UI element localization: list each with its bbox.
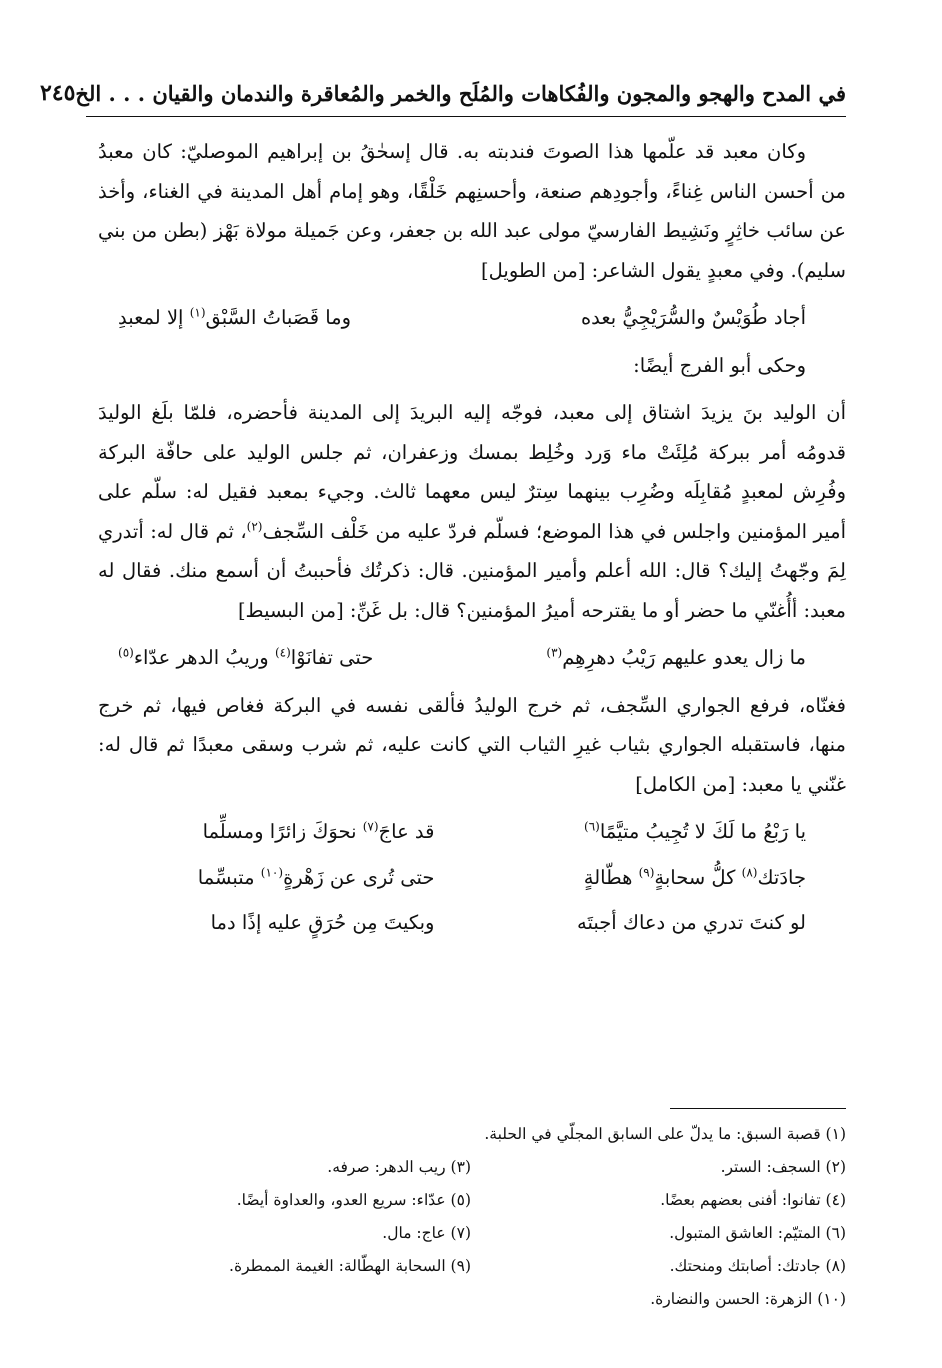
paragraph-4: فغنّاه، فرفع الجواري السِّجف، ثم خرج الوليدُ فألقى نفسه في البركة فغاص فيها، ثم خرج منها، فاستقبله الجواري بثياب غيرِ الثياب التي كانت عليه، ثم شرب وسقى معبدًا ثم قال له: غنّني يا معبد: [من الكامل] bbox=[98, 693, 846, 796]
footnote-ref-8: (٨) bbox=[741, 865, 758, 879]
poem-verse-3 bbox=[98, 903, 846, 943]
poem-verse-2 bbox=[98, 858, 846, 898]
poem-verse-3-first-hemistich: لو كنتَ تدري من دعاك أجبتَه bbox=[577, 911, 806, 934]
verse-1-first-hemistich: أجاد طُوَيْسٌ والسُّرَيْجِيُّ بعده bbox=[580, 306, 806, 329]
verse-1-second-hemistich bbox=[118, 298, 351, 338]
poem-text: نحوَكَ زائرًا ومسلِّما bbox=[202, 820, 363, 843]
verse-1-text-b: إلا لمعبدِ bbox=[118, 306, 190, 329]
footnote-1: (١) قصبة السبق: ما يدلّ على السابق المجلّي في الحلبة. bbox=[484, 1125, 846, 1143]
paragraph-1: وكان معبد قد علّمها هذا الصوتَ فندبته به. قال إسحٰقُ بن إبراهيم الموصليّ: كان معبدُ من أحسن الناس غِناءً، وأجودِهم صنعة، وأحسنِهم خَلْقًا، وهو إمام أهل المدينة في الغناء، وأخذ عن سائب خاثِرٍ ونَشِيط الفارسيّ مولى عبد الله بن جعفر، وعن جَميلة مولاة بَهْز (بطن من بني سليم). وفي معبدٍ يقول الشاعر: [من الطويل] bbox=[98, 140, 846, 282]
footnote-ref-7: (٧) bbox=[362, 819, 379, 834]
page-body bbox=[98, 132, 846, 949]
verse-2-first-hemistich bbox=[546, 638, 806, 678]
footnote-7: (٧) عاج: مال. bbox=[382, 1224, 471, 1242]
footnote-row bbox=[96, 1184, 846, 1217]
footnote-4: (٤) تفانوا: أفنى بعضهم بعضًا. bbox=[660, 1191, 846, 1209]
verse-2-text-c: وريبُ الدهر عدّاء bbox=[133, 646, 275, 669]
footnote-ref-9: (٩) bbox=[638, 865, 655, 879]
footnote-row bbox=[96, 1217, 846, 1250]
footnote-2: (٢) السجف: الستر. bbox=[720, 1158, 846, 1176]
page-header bbox=[39, 70, 846, 117]
footnote-3: (٣) ريب الدهر: صرفه. bbox=[327, 1158, 471, 1176]
verse-1 bbox=[98, 298, 846, 338]
footnote-ref-4: (٤) bbox=[274, 645, 291, 660]
footnote-ref-5: (٥) bbox=[118, 645, 134, 660]
footnote-9: (٩) السحابة الهطّالة: الغيمة الممطرة. bbox=[229, 1257, 471, 1275]
verse-2-text-a: ما زال يعدو عليهم رَيْبُ دهرِهِم bbox=[562, 646, 806, 669]
poem-text: متبسِّما bbox=[197, 865, 261, 889]
poem-verse-3-second-hemistich: وبكيتَ مِن حُرَقٍ عليه إذًا دما bbox=[210, 911, 435, 934]
paragraph-3-text-b: ، ثم قال له: أتدري لِمَ وجّهتُ إليك؟ قال: الله أعلم وأمير المؤمنين. قال: ذكرتُك فأحببتُ أن أسمع منك. فقال له معبد: أأُغنّي ما حضر أو ما يقترحه أميرُ المؤمنين؟ قال: بل غَنِّ: [من البسيط] bbox=[98, 519, 846, 622]
paragraph-2: وحكى أبو الفرج أيضًا: bbox=[633, 353, 806, 377]
poem-verse-1 bbox=[98, 812, 846, 852]
paragraph-3-text-a: أن الوليد بنَ يزيدَ اشتاق إلى معبد، فوجّه إليه البريدَ إلى المدينة فأحضره، فلمّا بلَغ الوليدَ قدومُه أمر ببركة مُلِئَتْ ماء وَرد وخُلِط بمسك وزعفران، ثم جلس الوليد على حافّة البركة وفُرِش لمعبدٍ مُقابِلَه وضُرِب بينهما سِترٌ ليس معهما ثالث. وجيء بمعبد فقيل له: سلّم على أمير المؤمنين واجلس في هذا الموضع؛ فسلّم فردّ عليه من خَلْف السِّجف bbox=[98, 401, 846, 543]
poem-verse-1-second-hemistich bbox=[118, 812, 434, 852]
footnote-row bbox=[96, 1151, 846, 1184]
page-number: ٢٤٥ bbox=[39, 80, 76, 106]
footnote-ref-3: (٣) bbox=[546, 645, 563, 660]
poem-verse-2-second-hemistich bbox=[118, 858, 434, 898]
poem-text: هطّالةٍ bbox=[583, 865, 639, 889]
poem-text: حتى تُرى عن زَهْرةٍ bbox=[283, 865, 435, 889]
verse-2 bbox=[98, 638, 846, 678]
poem-text: جادَتك bbox=[757, 865, 806, 889]
paragraph-3 bbox=[98, 393, 846, 630]
footnote-10: (١٠) الزهرة: الحسن والنضارة. bbox=[650, 1290, 846, 1308]
verse-2-text-b: حتى تفانَوْا bbox=[290, 646, 374, 669]
footnote-row bbox=[96, 1250, 846, 1283]
footnote-5: (٥) عدّاء: سريع العدو، والعداوة أيضًا. bbox=[236, 1191, 471, 1209]
poem-verse-1-first-hemistich bbox=[490, 812, 806, 852]
footnote-divider bbox=[670, 1108, 846, 1109]
poem-text: قد عاجَ bbox=[378, 820, 435, 843]
footnote-ref-6: (٦) bbox=[584, 819, 600, 834]
footnotes bbox=[96, 1118, 846, 1316]
footnote-8: (٨) جادتك: أصابتك ومنحتك. bbox=[669, 1257, 846, 1275]
footnote-ref-2: (٢) bbox=[246, 519, 263, 533]
footnote-6: (٦) المتيّم: العاشق المتبول. bbox=[669, 1224, 846, 1242]
poem-text: كلُّ سحابةٍ bbox=[654, 865, 742, 889]
poem-text: يا رَبْعُ ما لَكَ لا تُجِيبُ متيَّمًا bbox=[599, 820, 806, 843]
poem bbox=[98, 812, 846, 943]
footnote-ref-10: (١٠) bbox=[260, 865, 284, 879]
footnote-ref-1: (١) bbox=[189, 305, 206, 320]
verse-2-second-hemistich bbox=[118, 638, 373, 678]
poem-verse-2-first-hemistich bbox=[490, 858, 806, 898]
verse-1-text-a: وما قَصَباتُ السَّبْق bbox=[205, 306, 352, 329]
running-title: في المدح والهجو والمجون والفُكاهات والمُلَح والخمر والمُعاقرة والندمان والقيان . . . الخ bbox=[75, 80, 846, 106]
